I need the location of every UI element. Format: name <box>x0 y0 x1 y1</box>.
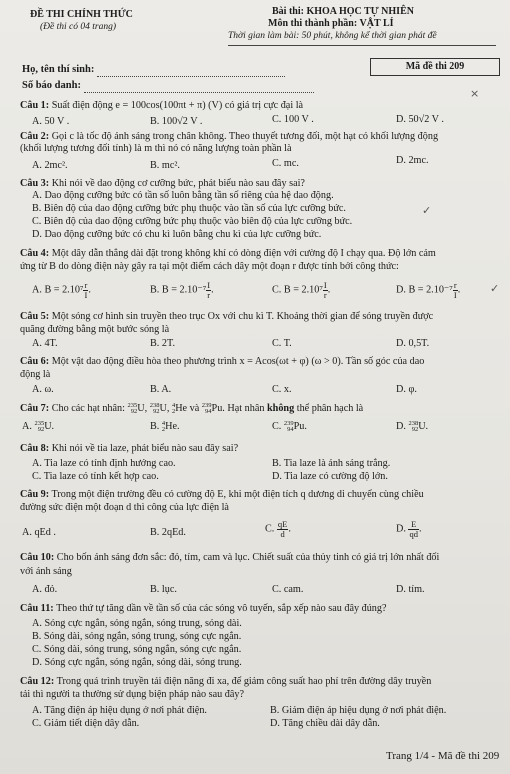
q12-option-b[interactable]: B. Giảm điện áp hiệu dụng ở nơi phát điện. <box>270 705 447 716</box>
q11-option-d[interactable]: D. Sóng cực ngắn, sóng ngắn, sóng dài, sóng trung. <box>32 657 242 668</box>
q6-option-b[interactable]: B. A. <box>150 384 172 395</box>
question-6-line2: động là <box>20 369 51 380</box>
q2-option-d[interactable]: D. 2mc. <box>396 155 429 166</box>
exam-name: Bài thi: KHOA HỌC TỰ NHIÊN <box>272 6 414 17</box>
q7-option-c[interactable]: C. 239 94 Pu. <box>272 420 307 433</box>
page-count-note: (Đề thi có 04 trang) <box>40 22 116 32</box>
q1-option-d[interactable]: D. 50√2 V . <box>396 114 444 125</box>
q8-option-c[interactable]: C. Tia laze có tính kết hợp cao. <box>32 471 159 482</box>
q11-option-a[interactable]: A. Sóng cực ngắn, sóng ngắn, sóng trung, sóng dài. <box>32 618 242 629</box>
q3-option-d[interactable]: D. Dao động cưỡng bức có chu kì luôn bằng chu kì của lực cưỡng bức. <box>32 229 322 240</box>
q11-option-b[interactable]: B. Sóng dài, sóng ngắn, sóng trung, sóng cực ngắn. <box>32 631 242 642</box>
question-9: Câu 9: Trong một điện trường đều có cường độ E, khi một điện tích q dương di chuyển cùng chiều <box>20 489 424 500</box>
page-footer: Trang 1/4 - Mã đề thi 209 <box>386 750 500 762</box>
exam-time: Thời gian làm bài: 50 phút, không kể thời gian phát đề <box>228 31 437 41</box>
q2-option-c[interactable]: C. mc. <box>272 158 299 169</box>
question-2: Câu 2: Gọi c là tốc độ ánh sáng trong chân không. Theo thuyết tương đối, một hạt có khối lượng động <box>20 131 439 142</box>
q9-option-a[interactable]: A. qEd . <box>22 527 56 538</box>
question-10-line2: với ánh sáng <box>20 566 72 577</box>
q12-option-a[interactable]: A. Tăng điện áp hiệu dụng ở nơi phát điện. <box>32 705 207 716</box>
question-5-line2: quãng đường bằng một bước sóng là <box>20 324 170 335</box>
q4-option-d[interactable]: D. B = 2.10⁻⁷ $\frac{r}{I}$ . <box>396 280 461 300</box>
q7-option-a[interactable]: A. 235 92 U. <box>22 420 55 433</box>
q5-option-b[interactable]: B. 2T. <box>150 338 175 349</box>
question-12-line2: tải thì người ta thường sử dụng biện pháp nào sau đây? <box>20 689 244 700</box>
pen-mark-check: ✓ <box>490 282 500 295</box>
q1-option-b[interactable]: B. 100√2 V . <box>150 116 203 127</box>
q6-option-a[interactable]: A. ω. <box>32 384 54 395</box>
q4-option-b[interactable]: B. B = 2.10⁻⁷ $\frac{I}{r}$ . <box>150 280 214 300</box>
q2-option-b[interactable]: B. mc². <box>150 160 180 171</box>
q12-option-c[interactable]: C. Giảm tiết diện dây dẫn. <box>32 718 140 729</box>
pen-mark-check: ✓ <box>422 204 432 217</box>
q7-option-b[interactable]: B. 4 2 He. <box>150 420 180 433</box>
q10-option-a[interactable]: A. đỏ. <box>32 584 58 595</box>
question-11: Câu 11: Theo thứ tự tăng dần về tần số của các sóng vô tuyến, sắp xếp nào sau đây đúng? <box>20 603 387 614</box>
q1-option-a[interactable]: A. 50 V . <box>32 116 70 127</box>
q9-option-d[interactable]: D. $\frac{E}{qd}$ . <box>396 519 422 539</box>
q8-option-d[interactable]: D. Tia laze có cường độ lớn. <box>272 471 388 482</box>
q1-option-c[interactable]: C. 100 V . <box>272 114 314 125</box>
q3-option-b[interactable]: B. Biên độ của dao động cưỡng bức phụ thuộc vào tần số của lực cưỡng bức. <box>32 203 346 214</box>
question-1: Câu 1: Suất điện động e = 100cos(100πt + π) (V) có giá trị cực đại là <box>20 100 304 111</box>
subject-name: Môn thi thành phần: VẬT LÍ <box>268 18 394 29</box>
question-4-line2: ứng từ B do dòng điện này gây ra tại một điểm cách dây một đoạn r được tính bởi công thức: <box>20 261 399 272</box>
q5-option-c[interactable]: C. T. <box>272 338 292 349</box>
exam-code-box: Mã đề thi 209 <box>370 58 500 76</box>
question-8: Câu 8: Khi nói về tia laze, phát biểu nào sau đây sai? <box>20 443 239 454</box>
q6-option-d[interactable]: D. φ. <box>396 384 417 395</box>
q6-option-c[interactable]: C. x. <box>272 384 292 395</box>
q10-option-b[interactable]: B. lục. <box>150 584 177 595</box>
question-7: Câu 7: Cho các hạt nhân: 235 92 U, 238 92 U, 4 2 He và 239 94 Pu. Hạt nhân không thể phân hạch là <box>20 402 364 415</box>
candidate-name-row <box>22 64 285 77</box>
q10-option-c[interactable]: C. cam. <box>272 584 304 595</box>
question-9-line2: đường sức điện một đoạn d thì công của lực điện là <box>20 502 229 513</box>
q2-option-a[interactable]: A. 2mc². <box>32 160 68 171</box>
question-10: Câu 10: Cho bốn ánh sáng đơn sắc: đỏ, tím, cam và lục. Chiết suất của thủy tinh có giá trị lớn nhất đối <box>20 552 440 563</box>
pen-mark-x: × <box>470 87 480 100</box>
candidate-id-label: Số báo danh: <box>22 80 81 91</box>
q4-option-a[interactable]: A. B = 2.10⁷ $\frac{r}{I}$ . <box>32 280 91 300</box>
q7-option-d[interactable]: D. 238 92 U. <box>396 420 429 433</box>
candidate-id-field[interactable] <box>84 80 314 93</box>
candidate-id-row <box>22 80 314 93</box>
q5-option-a[interactable]: A. 4T. <box>32 338 58 349</box>
q3-option-a[interactable]: A. Dao động cưỡng bức có tần số luôn bằng tần số riêng của hệ dao động. <box>32 190 334 201</box>
q11-option-c[interactable]: C. Sóng dài, sóng trung, sóng ngắn, sóng cực ngắn. <box>32 644 242 655</box>
q5-option-d[interactable]: D. 0,5T. <box>396 338 430 349</box>
question-3: Câu 3: Khi nói về dao động cơ cưỡng bức, phát biểu nào sau đây sai? <box>20 178 305 189</box>
q3-option-c[interactable]: C. Biên độ của dao động cưỡng bức phụ thuộc vào biên độ của lực cưỡng bức. <box>32 216 353 227</box>
header-rule <box>228 45 496 46</box>
candidate-name-label: Họ, tên thí sinh: <box>22 64 95 75</box>
q4-option-c[interactable]: C. B = 2.10⁷ $\frac{I}{r}$ . <box>272 280 331 300</box>
question-4: Câu 4: Một dây dẫn thẳng dài đặt trong không khí có dòng điện với cường độ I chạy qua. Độ lớn cảm <box>20 248 436 259</box>
question-6: Câu 6: Một vật dao động điều hòa theo phương trình x = Acos(ωt + φ) (ω > 0). Tần số góc của dao <box>20 356 425 367</box>
official-title: ĐỀ THI CHÍNH THỨC <box>30 9 133 20</box>
question-5: Câu 5: Một sóng cơ hình sin truyền theo trục Ox với chu kì T. Khoảng thời gian để sóng truyền được <box>20 311 434 322</box>
q9-option-b[interactable]: B. 2qEd. <box>150 527 186 538</box>
question-2-line2: (khối lượng tương đối tính) là m thì nó có năng lượng toàn phần là <box>20 143 292 154</box>
question-12: Câu 12: Trong quá trình truyền tải điện năng đi xa, để giảm công suất hao phí trên đường dây truyền <box>20 676 432 687</box>
q8-option-a[interactable]: A. Tia laze có tính định hướng cao. <box>32 458 176 469</box>
q8-option-b[interactable]: B. Tia laze là ánh sáng trắng. <box>272 458 391 469</box>
candidate-name-field[interactable] <box>97 64 285 77</box>
q10-option-d[interactable]: D. tím. <box>396 584 425 595</box>
q12-option-d[interactable]: D. Tăng chiều dài dây dẫn. <box>270 718 380 729</box>
q9-option-c[interactable]: C. $\frac{qE}{d}$ . <box>265 519 291 539</box>
